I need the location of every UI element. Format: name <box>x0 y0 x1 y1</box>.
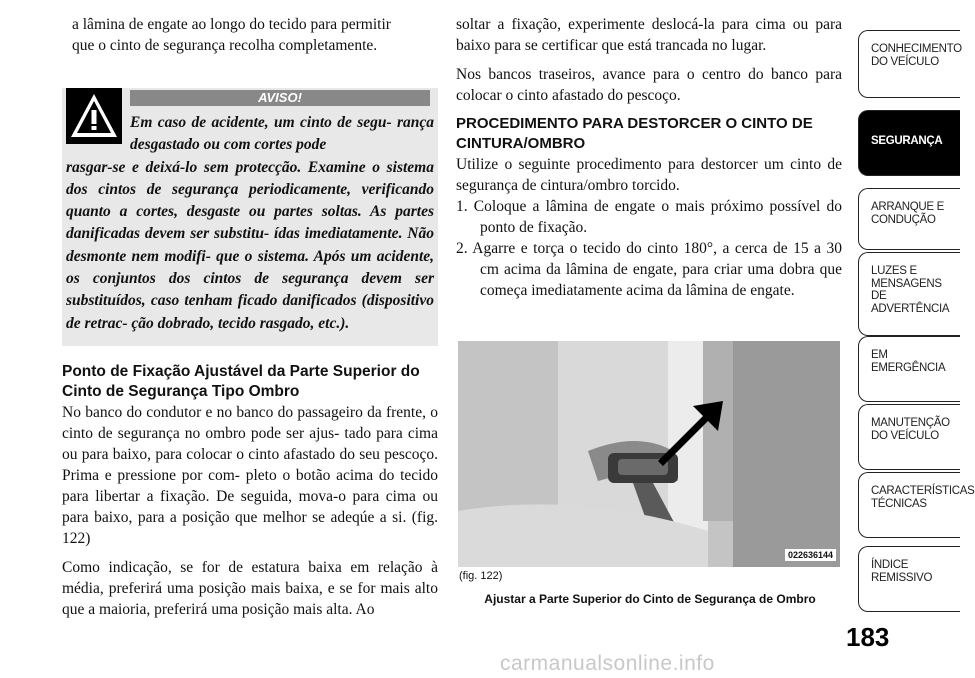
seatbelt-illustration <box>458 341 840 567</box>
warning-box <box>62 88 438 346</box>
tab-caracteristicas[interactable]: CARACTERÍSTICAS TÉCNICAS <box>858 472 960 538</box>
intro-text <box>72 14 438 56</box>
seatbelt-figure <box>458 341 840 567</box>
left-paragraph-1: No banco do condutor e no banco do passageiro da frente, o cinto de segurança no ombro pode ser ajus- tado para cima ou para baixo, para colocar o cinto afastado do seu pescoço. Prima e pressione por com- pleto o botão acima do tecido para libertar a fixação. De seguida, mova-o para cima ou para baixo, para a posição que melhor se adeqúe a si. (fig. 122) <box>62 404 438 547</box>
figure-code: 022636144 <box>785 549 836 561</box>
right-heading: PROCEDIMENTO PARA DESTORCER O CINTO DE CINTURA/OMBRO <box>456 115 813 152</box>
steps-list <box>456 196 842 301</box>
tab-seguranca[interactable]: SEGURANÇA <box>858 110 960 176</box>
figure-caption: Ajustar a Parte Superior do Cinto de Segurança de Ombro <box>484 592 816 606</box>
tab-manutencao[interactable]: MANUTENÇÃO DO VEÍCULO <box>858 404 960 470</box>
step-1: 1. Coloque a lâmina de engate o mais próximo possível do ponto de fixação. <box>456 198 842 236</box>
tab-luzes[interactable]: LUZES E MENSAGENS DE ADVERTÊNCIA <box>858 252 960 336</box>
warning-text-first: Em caso de acidente, um cinto de segu- rança desgastado ou com cortes pode <box>130 114 434 154</box>
watermark: carmanualsonline.info <box>500 652 715 675</box>
warning-text-rest: rasgar-se e deixá-lo sem protecção. Examine o sistema dos cintos de segurança periodicamente, verificando quanto a cortes, desgaste ou partes soltas. As partes danificadas devem ser substitu- ídas imediatamente. Não desmonte nem modifi- que o sistema. Após um acidente, os conjuntos dos cintos de segurança devem ser substituídos, caso tenham ficado danificados (dispositivo de retrac- ção dobrado, tecido rasgado, etc.). <box>66 158 434 332</box>
intro-line-1: a lâmina de engate ao longo do tecido para permitir <box>72 16 391 33</box>
section-heading: Ponto de Fixação Ajustável da Parte Superior do Cinto de Segurança Tipo Ombro <box>62 363 420 400</box>
tab-emergencia[interactable]: EM EMERGÊNCIA <box>858 336 960 402</box>
step-2: 2. Agarre e torça o tecido do cinto 180°, a cerca de 15 a 30 cm acima da lâmina de engate, para criar uma dobra que começa imediatamente acima da lâmina de engate. <box>456 240 842 299</box>
warning-text <box>66 112 434 335</box>
intro-line-2: que o cinto de segurança recolha completamente. <box>72 37 378 54</box>
left-column-body <box>62 362 438 620</box>
figure-reference: (fig. 122) <box>459 570 503 582</box>
right-paragraph-2: Nos bancos traseiros, avance para o centro do banco para colocar o cinto afastado do pescoço. <box>456 66 842 104</box>
right-paragraph-1: soltar a fixação, experimente deslocá-la para cima ou para baixo para se certificar que está trancada no lugar. <box>456 16 842 54</box>
page-number: 183 <box>846 622 890 652</box>
tab-arranque[interactable]: ARRANQUE E CONDUÇÃO <box>858 188 960 250</box>
right-paragraph-3: Utilize o seguinte procedimento para destorcer um cinto de segurança de cintura/ombro torcido. <box>456 156 842 194</box>
right-column <box>456 14 842 301</box>
tab-indice[interactable]: ÍNDICE REMISSIVO <box>858 546 960 612</box>
warning-title: AVISO! <box>130 90 430 106</box>
left-paragraph-2: Como indicação, se for de estatura baixa em relação à média, preferirá uma posição mais baixa, e se for mais alto que a maioria, preferirá uma posição mais alta. Ao <box>62 559 438 618</box>
tab-conhecimento[interactable]: CONHECIMENTO DO VEÍCULO <box>858 30 960 98</box>
